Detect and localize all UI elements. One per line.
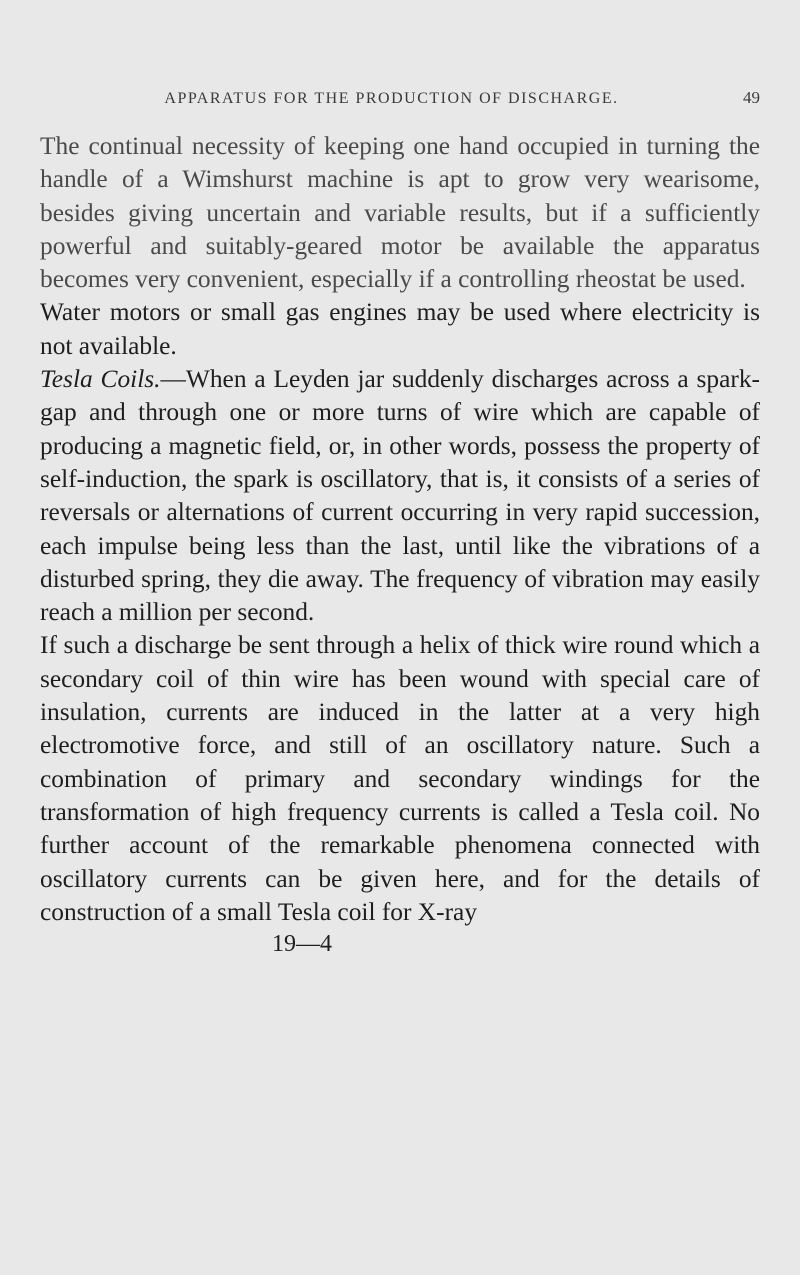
paragraph-text: —When a Leyden jar suddenly discharges across a spark-gap and through one or more turns of wire which are capable of producing a magnetic field, or, in other words, possess the property of self-induction, the spark is oscillatory, that is, it consists of a series of reversals or alternations of current occurring in very rapid succession, each impulse being less than the last, until like the vibrations of a disturbed spring, they die away. The frequency of vibration may easily reach a million per second. [40,365,760,627]
running-head-title: APPARATUS FOR THE PRODUCTION OF DISCHARGE. [164,90,619,107]
paragraph-wimshurst [40,130,760,296]
body-text [40,130,760,929]
paragraph-discharge-helix [40,629,760,929]
paragraph-text: The continual necessity of keeping one hand occupied in turning the handle of a Wimshurst machine is apt to grow very wearisome, besides giving uncertain and variable results, but if a sufficiently powerful and suitably-geared motor be available the apparatus becomes very convenient, especially if a controlling rheostat be used. [40,132,760,294]
sidehead-tesla-coils: Tesla Coils. [40,365,161,394]
paragraph-text: Water motors or small gas engines may be used where electricity is not available. [40,298,760,360]
running-head [40,88,760,108]
paragraph-water-motors [40,296,760,363]
paragraph-text: If such a discharge be sent through a helix of thick wire round which a secondary coil of thin wire has been wound with special care of insulation, currents are induced in the latter at a very high electromotive force, and still of an oscillatory nature. Such a combination of primary and secondary windings for the transformation of high frequency currents is called a Tesla coil. No further account of the remarkable phenomena connected with oscillatory currents can be given here, and for the details of construction of a small Tesla coil for X-ray [40,631,760,926]
paragraph-tesla-coils [40,363,760,629]
page-number: 49 [743,88,760,107]
signature-mark: 19—4 [272,931,332,958]
